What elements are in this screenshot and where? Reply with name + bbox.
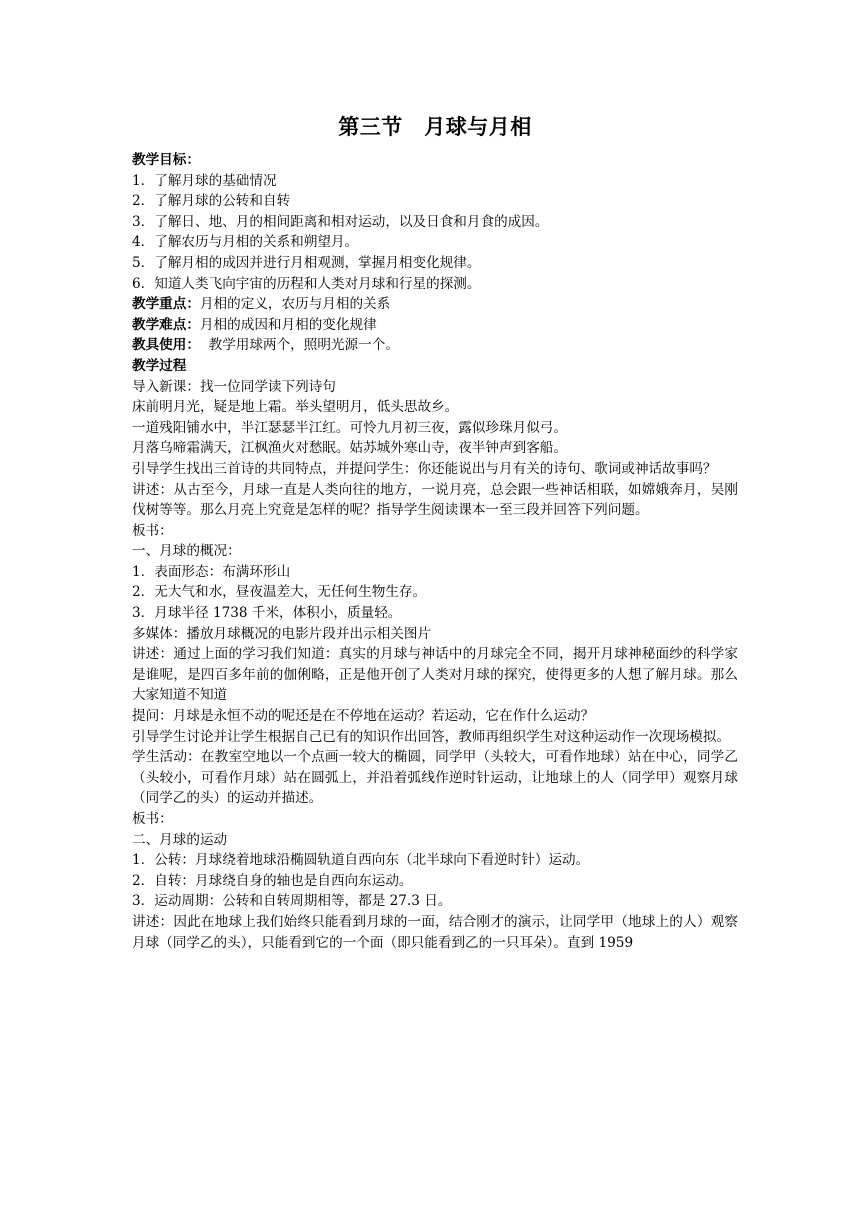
section-heading-1: 一、月球的概况： xyxy=(132,543,241,560)
key-point-label: 教学重点： xyxy=(132,296,200,313)
objective-item: 4．了解农历与月相的关系和朔望月。 xyxy=(132,234,359,251)
objective-item: 2．了解月球的公转和自转 xyxy=(132,193,291,210)
body-paragraph: 1．公转：月球绕着地球沿椭圆轨道自西向东（北半球向下看逆时针）运动。 xyxy=(132,852,590,869)
body-paragraph: 3．运动周期：公转和自转周期相等，都是 27.3 日。 xyxy=(132,893,452,910)
key-point-text: 月相的定义，农历与月相的关系 xyxy=(199,296,391,313)
tools-label: 教具使用： xyxy=(132,337,200,354)
body-paragraph: 2．自转：月球绕自身的轴也是自西向东运动。 xyxy=(132,872,413,889)
difficulty-label: 教学难点： xyxy=(132,316,200,333)
tools-text: 教学用球两个，照明光源一个。 xyxy=(199,337,399,354)
body-paragraph: 2．无大气和水，昼夜温差大，无任何生物生存。 xyxy=(132,584,427,601)
body-paragraph: 板书： xyxy=(132,522,173,539)
objective-item: 5．了解月相的成因并进行月相观测，掌握月相变化规律。 xyxy=(132,254,481,271)
body-paragraph: 引导学生讨论并让学生根据自己已有的知识作出回答，教师再组织学生对这种运动作一次现场模拟。 xyxy=(132,728,731,745)
objective-item: 6．知道人类飞向宇宙的历程和人类对月球和行星的探测。 xyxy=(132,275,481,292)
objective-item: 1．了解月球的基础情况 xyxy=(132,172,277,189)
body-paragraph: 1．表面形态：布满环形山 xyxy=(132,563,291,580)
body-paragraph: 一道残阳铺水中，半江瑟瑟半江红。可怜九月初三夜，露似珍珠月似弓。 xyxy=(132,419,567,436)
body-paragraph: 讲述：因此在地球上我们始终只能看到月球的一面，结合刚才的演示，让同学甲（地球上的人）观察月球（同学乙的头），只能看到它的一个面（即只能看到乙的一只耳朵）。直到 1959 xyxy=(132,913,738,951)
body-paragraph: 板书： xyxy=(132,811,173,827)
body-paragraph: 3．月球半径 1738 千米，体积小，质量轻。 xyxy=(132,605,402,622)
key-point-line xyxy=(132,294,738,315)
tools-line xyxy=(132,335,738,356)
body-paragraph: 多媒体：播放月球概况的电影片段并出示相关图片 xyxy=(132,625,432,642)
body-paragraph: 讲述：从古至今，月球一直是人类向往的地方，一说月亮，总会跟一些神话相联，如嫦娥奔月，吴刚伐树等等。那么月亮上究竟是怎样的呢？指导学生阅读课本一至三段并回答下列问题。 xyxy=(132,481,738,519)
section-heading-2: 二、月球的运动 xyxy=(132,831,228,848)
body-paragraph: 讲述：通过上面的学习我们知道：真实的月球与神话中的月球完全不同，揭开月球神秘面纱的科学家是谁呢，是四百多年前的伽俐略，正是他开创了人类对月球的探究，使得更多的人想了解月球。那么大家知道不知道 xyxy=(132,646,738,704)
difficulty-text: 月相的成因和月相的变化规律 xyxy=(199,316,377,333)
body-paragraph: 学生活动：在教室空地以一个点画一较大的椭圆，同学甲（头较大，可看作地球）站在中心，同学乙（头较小，可看作月球）站在圆弧上，并沿着弧线作逆时针运动，让地球上的人（同学甲）观察月球（同学乙的头）的运动并描述。 xyxy=(132,749,738,807)
process-label: 教学过程 xyxy=(132,357,187,374)
body-paragraph: 床前明月光，疑是地上霜。举头望明月，低头思故乡。 xyxy=(132,399,459,416)
body-paragraph: 提问：月球是永恒不动的呢还是在不停地在运动？若运动，它在作什么运动？ xyxy=(132,708,595,725)
body-paragraph: 月落乌啼霜满天，江枫渔火对愁眠。姑苏城外寒山寺，夜半钟声到客船。 xyxy=(132,440,567,457)
body-paragraph: 引导学生找出三首诗的共同特点，并提问学生：你还能说出与月有关的诗句、歌词或神话故事吗？ xyxy=(132,460,717,477)
page-title: 第三节 月球与月相 xyxy=(338,115,532,139)
body-paragraph: 导入新课：找一位同学读下列诗句 xyxy=(132,378,336,395)
difficulty-line xyxy=(132,315,738,336)
objective-item: 3．了解日、地、月的相间距离和相对运动，以及日食和月食的成因。 xyxy=(132,213,549,230)
document-page xyxy=(132,110,738,953)
objectives-label: 教学目标： xyxy=(132,152,200,168)
